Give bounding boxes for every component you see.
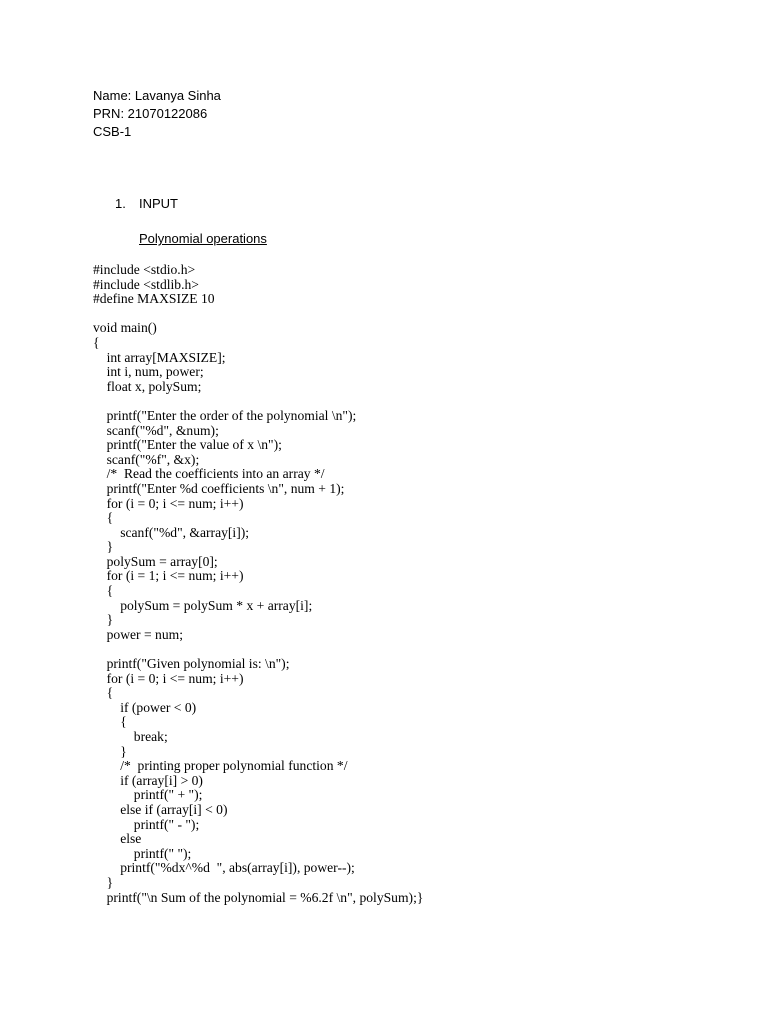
code-line: printf("Enter %d coefficients \n", num + 1); bbox=[93, 480, 345, 496]
code-line bbox=[93, 642, 423, 657]
code-line: printf(" + "); bbox=[93, 787, 203, 803]
code-line: if (power < 0) bbox=[93, 699, 197, 715]
code-line: else if (array[i] < 0) bbox=[93, 801, 228, 817]
code-line: int i, num, power; bbox=[93, 364, 204, 380]
student-info bbox=[93, 87, 221, 141]
section-number: 1. bbox=[115, 196, 126, 211]
section-title: INPUT bbox=[139, 196, 178, 211]
code-line: /* printing proper polynomial function */ bbox=[93, 758, 348, 774]
code-line: polySum = polySum * x + array[i]; bbox=[93, 597, 313, 613]
code-line: #define MAXSIZE 10 bbox=[93, 291, 215, 307]
code-line: printf("Given polynomial is: \n"); bbox=[93, 656, 290, 672]
code-line: { bbox=[93, 583, 114, 599]
code-line: printf("\n Sum of the polynomial = %6.2f \n", polySum);} bbox=[93, 889, 424, 905]
code-line: } bbox=[93, 539, 114, 555]
student-class: CSB-1 bbox=[93, 124, 132, 139]
code-line: { bbox=[93, 714, 127, 730]
code-line: #include <stdlib.h> bbox=[93, 276, 199, 292]
student-prn: PRN: 21070122086 bbox=[93, 106, 208, 121]
code-line: else bbox=[93, 831, 142, 847]
code-line: power = num; bbox=[93, 626, 183, 642]
code-line: { bbox=[93, 334, 100, 350]
section-heading bbox=[115, 195, 178, 213]
code-line: for (i = 0; i <= num; i++) bbox=[93, 670, 244, 686]
code-line: { bbox=[93, 510, 114, 526]
student-name: Name: Lavanya Sinha bbox=[93, 88, 221, 103]
code-line: } bbox=[93, 874, 114, 890]
code-line: polySum = array[0]; bbox=[93, 553, 218, 569]
code-line: float x, polySum; bbox=[93, 378, 202, 394]
code-line: break; bbox=[93, 729, 168, 744]
code-line: for (i = 1; i <= num; i++) bbox=[93, 568, 244, 584]
code-line: { bbox=[93, 685, 114, 701]
program-title: Polynomial operations bbox=[139, 231, 267, 246]
code-line bbox=[93, 307, 423, 322]
code-line: scanf("%f", &x); bbox=[93, 451, 200, 467]
code-line: int array[MAXSIZE]; bbox=[93, 349, 226, 365]
code-line: printf("%dx^%d ", abs(array[i]), power--); bbox=[93, 860, 355, 876]
code-listing bbox=[93, 263, 423, 905]
code-line bbox=[93, 394, 423, 409]
code-line: #include <stdio.h> bbox=[93, 262, 196, 277]
code-line: scanf("%d", &num); bbox=[93, 422, 219, 438]
code-line: } bbox=[93, 743, 127, 759]
code-line: printf("Enter the order of the polynomial \n"); bbox=[93, 407, 357, 423]
code-line: /* Read the coefficients into an array */ bbox=[93, 466, 325, 482]
code-line: printf(" - "); bbox=[93, 816, 200, 832]
code-line: if (array[i] > 0) bbox=[93, 772, 203, 788]
code-line: } bbox=[93, 612, 114, 628]
code-line: scanf("%d", &array[i]); bbox=[93, 524, 250, 540]
code-line: for (i = 0; i <= num; i++) bbox=[93, 495, 244, 511]
code-line: void main() bbox=[93, 320, 157, 336]
code-line: printf("Enter the value of x \n"); bbox=[93, 437, 282, 453]
code-line: printf(" "); bbox=[93, 845, 192, 861]
